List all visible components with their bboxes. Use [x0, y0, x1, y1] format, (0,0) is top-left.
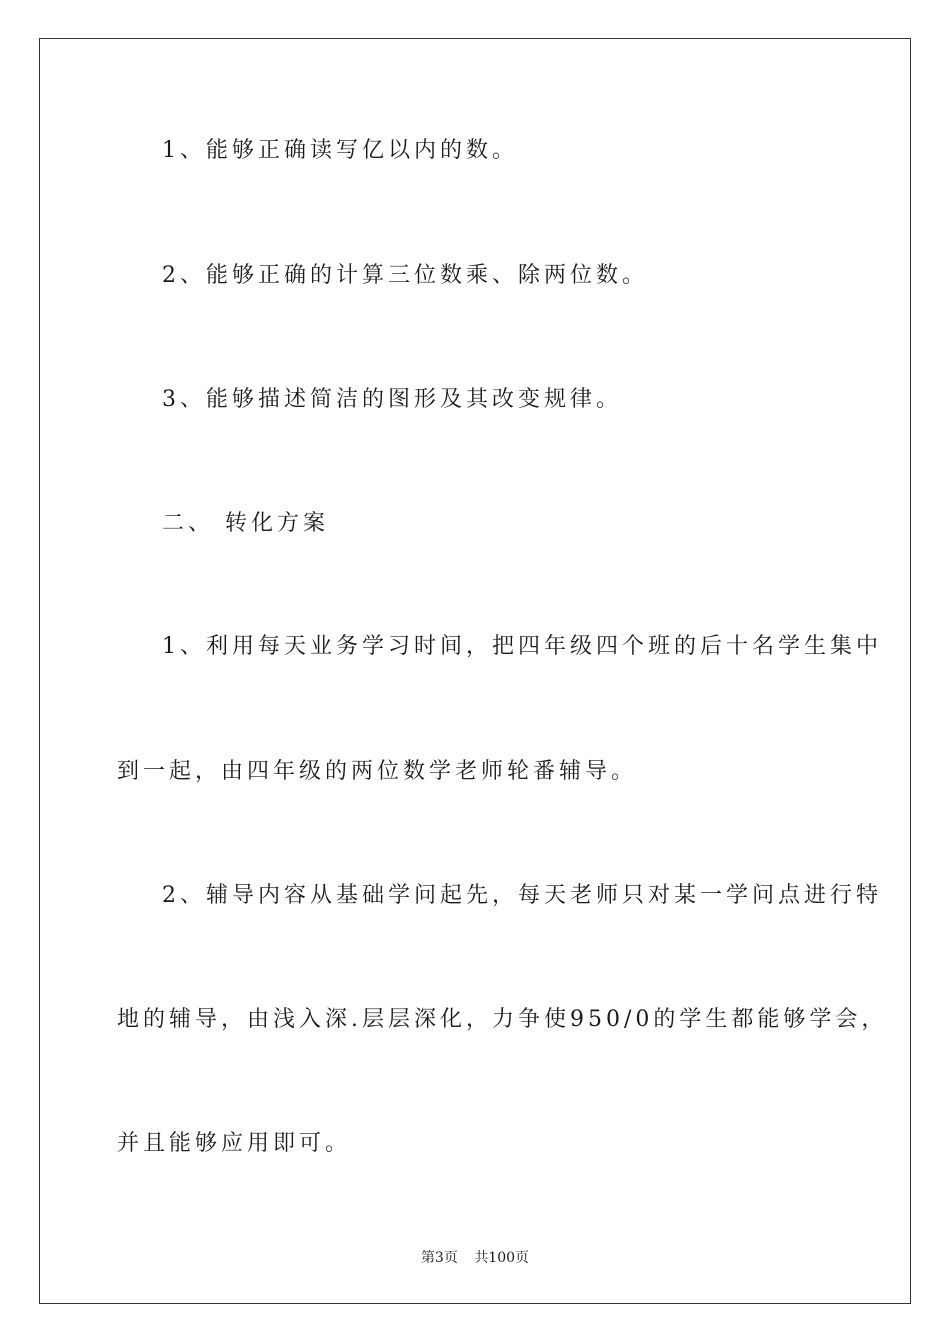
page-number: 第3页: [420, 1250, 458, 1266]
paragraph-line: 并且能够应用即可。: [117, 1131, 352, 1156]
section-heading: 二、 转化方案: [162, 511, 329, 536]
paragraph-line: 1、能够正确读写亿以内的数。: [162, 138, 518, 163]
paragraph-line: 地的辅导，由浅入深.层层深化，力争使950/0的学生都能够学会，: [117, 1007, 888, 1032]
paragraph-line: 3、能够描述简洁的图形及其改变规律。: [162, 387, 622, 412]
paragraph-line: 1、利用每天业务学习时间，把四年级四个班的后十名学生集中: [162, 634, 882, 659]
page-border: [39, 38, 911, 1304]
paragraph-line: 到一起，由四年级的两位数学老师轮番辅导。: [117, 759, 638, 784]
page-footer: [0, 1247, 950, 1267]
paragraph-line: 2、辅导内容从基础学问起先，每天老师只对某一学问点进行特: [162, 883, 882, 908]
page-total: 共100页: [474, 1250, 530, 1266]
paragraph-line: 2、能够正确的计算三位数乘、除两位数。: [162, 263, 648, 288]
